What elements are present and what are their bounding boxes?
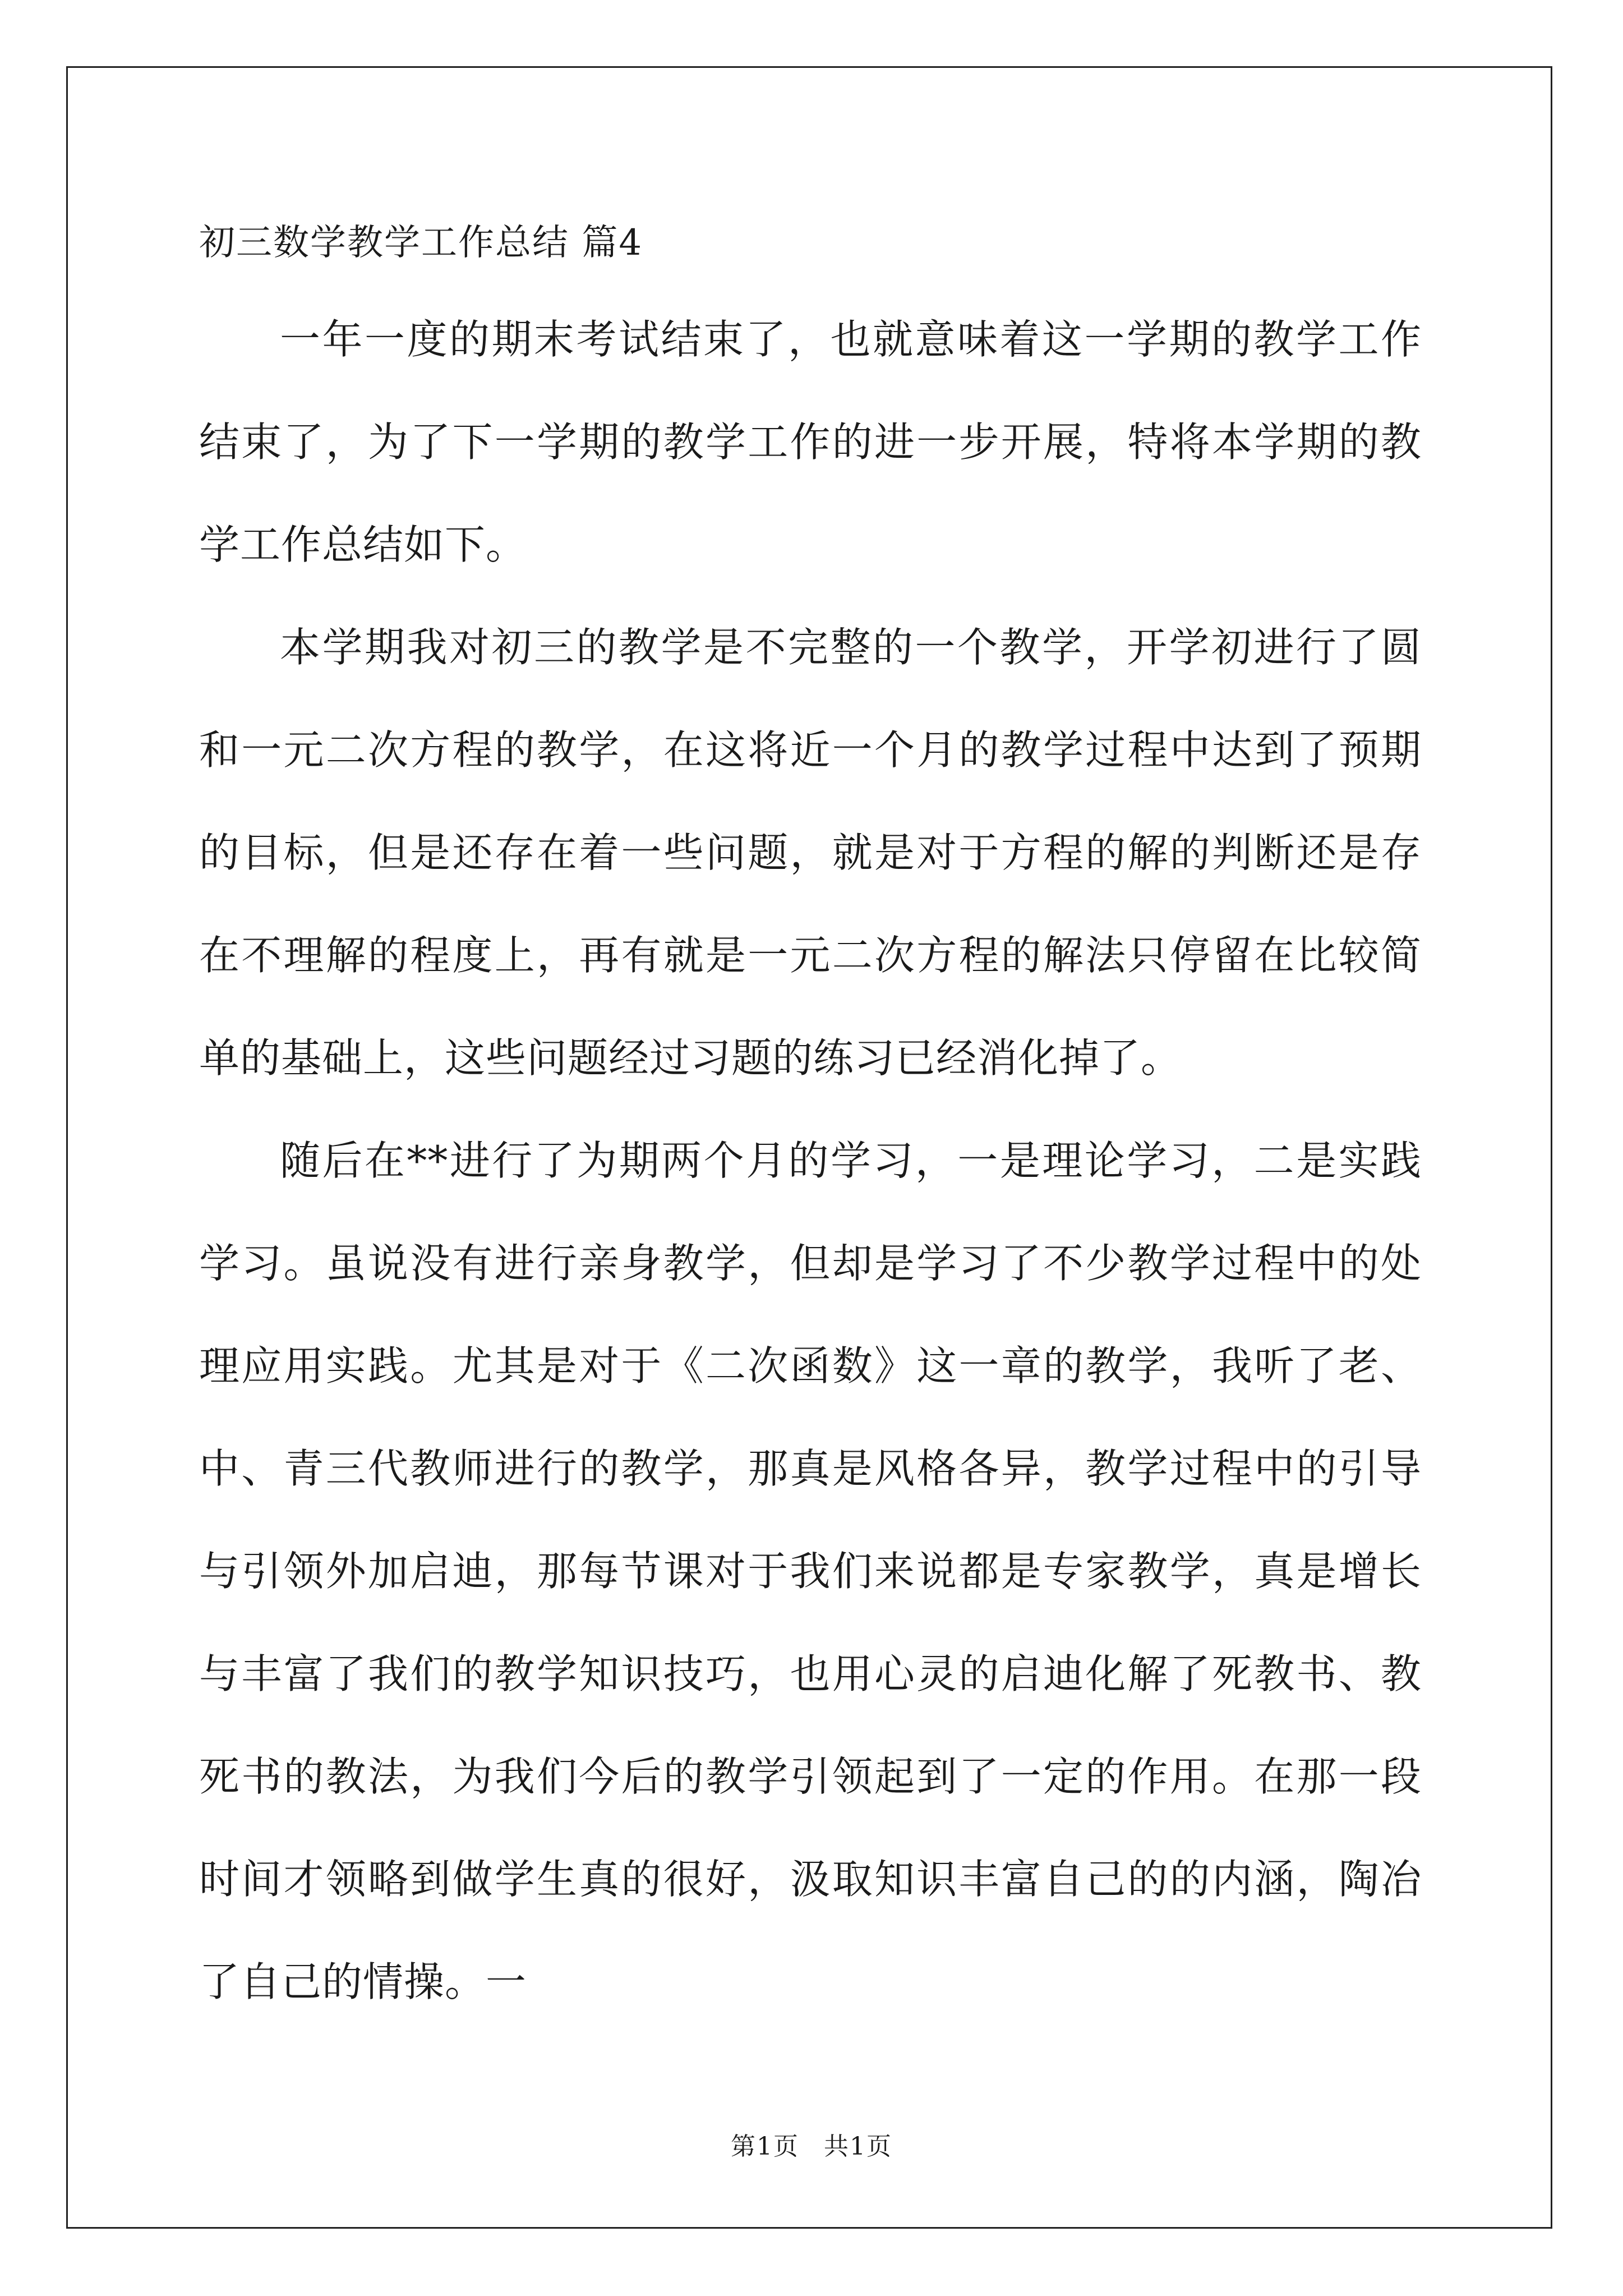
page-number: 第1页 (731, 2132, 799, 2161)
paragraph-intro: 一年一度的期末考试结束了，也就意味着这一学期的教学工作结束了，为了下一学期的教学工作的进一步开展，特将本学期的教学工作总结如下。 (199, 315, 1422, 568)
paragraph-semester-teaching: 本学期我对初三的教学是不完整的一个教学，开学初进行了圆和一元二次方程的教学，在这将近一个月的教学过程中达到了预期的目标，但是还存在着一些问题，就是对于方程的解的判断还是存在不理解的程度上，再有就是一元二次方程的解法只停留在比较简单的基础上，这些问题经过习题的练习已经消化掉了。 (199, 623, 1422, 1082)
page-footer (0, 2126, 1623, 2162)
page-total: 共1页 (824, 2132, 892, 2161)
document-body (199, 222, 1422, 2033)
document-title: 初三数学教学工作总结 篇4 (199, 222, 643, 264)
paragraph-study-period: 随后在**进行了为期两个月的学习，一是理论学习，二是实践学习。虽说没有进行亲身教学，但却是学习了不少教学过程中的处理应用实践。尤其是对于《二次函数》这一章的教学，我听了老、中、青三代教师进行的教学，那真是风格各异，教学过程中的引导与引领外加启迪，那每节课对于我们来说都是专家教学，真是增长与丰富了我们的教学知识技巧，也用心灵的启迪化解了死教书、教死书的教法，为我们今后的教学引领起到了一定的作用。在那一段时间才领略到做学生真的很好，汲取知识丰富自己的的内涵，陶冶了自己的情操。一 (199, 1137, 1422, 2005)
